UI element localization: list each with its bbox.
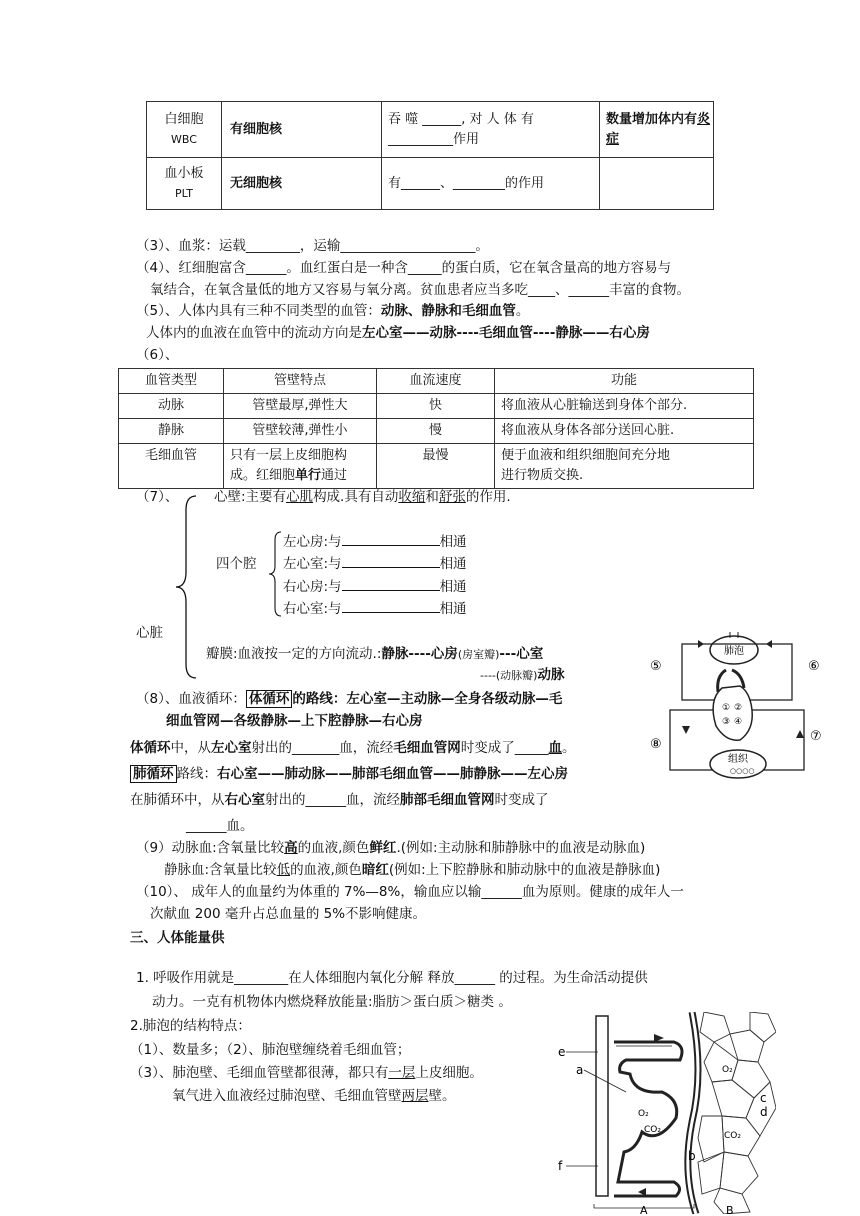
text: 成。红细胞 xyxy=(230,468,296,483)
section-6-label: （6）、 xyxy=(136,347,179,363)
text: 在肺循环中，从 xyxy=(130,792,225,808)
table-header-row xyxy=(119,369,754,394)
text: 瓣膜:血液按一定的方向流动.: xyxy=(206,646,382,662)
bold-text: 鲜红 xyxy=(369,840,397,856)
label-e: e xyxy=(558,1045,566,1059)
bold-text: 暗红 xyxy=(361,862,389,878)
respiration-line-1: 1. 呼吸作用就是________在人体细胞内氧化分解 释放______ 的过程。为生命活动提供 xyxy=(136,970,648,986)
systemic-line xyxy=(130,738,576,758)
text: 射出的_______血，流经 xyxy=(251,740,394,756)
underlined-text: 低 xyxy=(276,862,291,878)
label-A: A xyxy=(640,1204,648,1214)
blank xyxy=(342,553,440,568)
vessel-speed: 快 xyxy=(377,394,495,419)
text: 路线： xyxy=(176,766,217,782)
chamber-left-ventricle xyxy=(283,553,467,574)
header-cell: 血管类型 xyxy=(119,369,224,394)
rbc-line-2: 氧结合，在氧含量低的地方又容易与氧分离。贫血患者应当多吃____、______丰富的食物。 xyxy=(150,282,690,298)
text: 通过 xyxy=(321,468,348,483)
underlined-text: 收缩 xyxy=(398,489,426,505)
alveoli-feature-3 xyxy=(130,1063,483,1083)
lung-label: 肺泡 xyxy=(724,646,744,657)
label-co2-a: CO₂ xyxy=(644,1125,661,1135)
text: 。 xyxy=(562,740,576,756)
label-c: c xyxy=(760,1091,767,1105)
cell-abbr: WBC xyxy=(171,132,197,146)
small-text: (房室瓣) xyxy=(457,648,500,661)
underlined-text: 高 xyxy=(284,840,298,856)
heart-wall-line xyxy=(214,487,511,507)
text: 中，从 xyxy=(170,740,211,756)
header-cell: 功能 xyxy=(495,369,754,394)
section-7-label: （7）、 xyxy=(136,489,179,505)
bold-text: 肺部毛细血管网 xyxy=(400,792,495,808)
text: .(例如:主动脉和肺静脉中的血液是动脉血) xyxy=(396,840,646,856)
cell-name: 血小板 xyxy=(164,165,204,181)
valve-line-1 xyxy=(206,644,543,665)
text: （5）、人体内具有三种不同类型的血管： xyxy=(136,303,381,319)
text: 右心房:与 xyxy=(283,579,342,595)
table-row xyxy=(119,394,754,419)
vessel-wall: 管壁较薄,弹性小 xyxy=(224,419,377,444)
label-f: f xyxy=(558,1159,563,1173)
heart-brace xyxy=(172,494,202,680)
num-2: ② xyxy=(734,703,743,713)
underlined-text: 心肌 xyxy=(286,489,314,505)
bold-text: 右心室——肺动脉——肺部毛细血管——肺静脉——左心房 xyxy=(217,766,568,782)
vessel-wall: 只有一层上皮细胞构 xyxy=(230,448,348,463)
text: 构成.具有自动 xyxy=(313,489,399,505)
text: 时变成了 xyxy=(494,792,549,808)
text: (例如:上下腔静脉和肺动脉中的血液是静脉血) xyxy=(388,862,661,878)
arterial-blood-line xyxy=(136,838,645,858)
underlined-text: 舒张 xyxy=(438,489,466,505)
bold-text: 左心室——动脉----毛细血管----静脉——右心房 xyxy=(362,325,650,341)
text: 左心房:与 xyxy=(283,534,342,550)
respiration-line-2: 动力。一克有机物体内燃烧释放能量:脂肪＞蛋白质＞糖类 。 xyxy=(152,994,512,1010)
flow-direction-line xyxy=(146,323,650,343)
alveolus-diagram xyxy=(554,1012,776,1214)
num-4: ④ xyxy=(734,717,743,727)
vessel-func: 将血液从身体各部分送回心脏. xyxy=(495,419,754,444)
vessel-speed: 最慢 xyxy=(377,444,495,489)
text: 右心室:与 xyxy=(283,601,342,617)
plasma-line: （3）、血浆：运载________，运输____________________。 xyxy=(136,238,489,254)
chamber-brace xyxy=(266,530,284,618)
num-8: ⑧ xyxy=(650,737,662,752)
vessel-wall: 管壁最厚,弹性大 xyxy=(224,394,377,419)
text: 心壁:主要有 xyxy=(214,489,287,505)
vessel-table xyxy=(118,368,754,489)
cell-abbr: PLT xyxy=(175,186,193,200)
vessel-func: 便于血液和组织细胞间充分地 xyxy=(501,448,671,463)
text: 左心室:与 xyxy=(283,556,342,572)
text: （9）动脉血:含氧量比较 xyxy=(136,840,285,856)
text: 的血液,颜色 xyxy=(290,862,362,878)
table-row xyxy=(119,419,754,444)
label-b: b xyxy=(688,1149,696,1163)
four-chambers-label: 四个腔 xyxy=(216,556,257,572)
cell-note: 数量增加体内有 xyxy=(606,111,698,127)
oxygen-entry-line xyxy=(172,1086,456,1106)
text: 相通 xyxy=(439,534,467,550)
text: 氧气进入血液经过肺泡壁、毛细血管壁 xyxy=(172,1088,402,1104)
blank xyxy=(342,576,440,591)
vessel-type: 静脉 xyxy=(119,419,224,444)
cell-note-underlined: 炎症 xyxy=(606,111,711,147)
section-3-title: 三、人体能量供 xyxy=(130,930,225,946)
circulation-line-1 xyxy=(136,689,562,709)
num-1: ① xyxy=(722,703,731,713)
bold-text: 的路线：左心室—主动脉—全身各级动脉—毛 xyxy=(292,691,563,707)
underlined-text: 一层 xyxy=(388,1065,416,1081)
cell-structure: 无细胞核 xyxy=(222,158,382,210)
blood-volume-line-1: （10）、 成年人的血量约为体重的 7%—8%，输血应以输______血为原则。健康的成年人一 xyxy=(136,884,684,900)
underlined-text: 血 xyxy=(548,740,562,756)
tissue-label: 组织 xyxy=(728,754,748,765)
vessel-type: 动脉 xyxy=(119,394,224,419)
text: 相通 xyxy=(439,579,467,595)
text: 的作用. xyxy=(465,489,511,505)
alveoli-heading: 2.肺泡的结构特点： xyxy=(130,1018,251,1034)
vessel-wall-2 xyxy=(230,466,370,486)
alveoli-feature-1: （1）、数量多；（2）、肺泡壁缠绕着毛细血管； xyxy=(130,1042,411,1058)
pulmonary-line-2 xyxy=(130,790,549,810)
bold-text: ---心室 xyxy=(499,646,544,662)
label-o2-b: O₂ xyxy=(722,1065,733,1075)
header-cell: 血流速度 xyxy=(377,369,495,394)
vessel-types-line xyxy=(136,301,529,321)
text: 相通 xyxy=(439,556,467,572)
text: 上皮细胞。 xyxy=(415,1065,483,1081)
bold-text: 右心室 xyxy=(224,792,265,808)
text: 的血液,颜色 xyxy=(297,840,370,856)
cell-func-a: 吞 噬 ______, 对 人 体 有 xyxy=(388,111,534,127)
chamber-right-atrium xyxy=(283,576,467,597)
label-a: a xyxy=(576,1063,584,1077)
circulation-line-2: 细血管网—各级静脉—上下腔静脉—右心房 xyxy=(166,713,423,729)
small-text: ----(动脉瓣) xyxy=(480,669,538,682)
chamber-right-ventricle xyxy=(283,598,467,619)
table-row xyxy=(147,102,714,158)
boxed-text: 肺循环 xyxy=(130,765,177,783)
bold-text: 单行 xyxy=(295,468,322,483)
label-B: B xyxy=(726,1204,734,1214)
label-d: d xyxy=(760,1105,768,1119)
num-6: ⑥ xyxy=(808,659,820,674)
vessel-func-2: 进行物质交换. xyxy=(501,468,584,483)
venous-blood-line xyxy=(164,860,660,880)
heart-label: 心脏 xyxy=(136,625,163,641)
cell-name: 白细胞 xyxy=(164,111,204,127)
text: 人体内的血液在血管中的流动方向是 xyxy=(146,325,362,341)
num-3: ③ xyxy=(722,717,731,727)
boxed-text: 体循环 xyxy=(246,690,293,708)
text: 相通 xyxy=(439,601,467,617)
text: （3）、肺泡壁、毛细血管壁都很薄，都只有 xyxy=(130,1065,389,1081)
vessel-speed: 慢 xyxy=(377,419,495,444)
text: 时变成了_____ xyxy=(460,740,549,756)
rbc-line-1: （4）、红细胞富含______。血红蛋白是一种含_____的蛋白质，它在氧含量高的地方容易与 xyxy=(136,260,672,276)
blank xyxy=(342,531,440,546)
cell-structure: 有细胞核 xyxy=(222,102,382,158)
bold-text: 毛细血管网 xyxy=(393,740,461,756)
bold-text: 动脉、静脉和毛细血管 xyxy=(380,303,516,319)
vessel-func: 将血液从心脏输送到身体个部分. xyxy=(495,394,754,419)
text: 静脉血:含氧量比较 xyxy=(164,862,277,878)
bold-text: 左心室 xyxy=(211,740,252,756)
label-o2-a: O₂ xyxy=(638,1109,649,1119)
cell-func-b: __________作用 xyxy=(388,131,480,147)
valve-line-2 xyxy=(480,665,564,686)
text: 。 xyxy=(515,303,530,319)
chamber-left-atrium xyxy=(283,531,467,552)
text: 射出的______血，流经 xyxy=(265,792,400,808)
blood-cell-table xyxy=(146,101,714,210)
header-cell: 管壁特点 xyxy=(224,369,377,394)
blood-volume-line-2: 次献血 200 毫升占总血量的 5%不影响健康。 xyxy=(150,906,427,922)
underlined-text: 两层 xyxy=(401,1088,429,1104)
num-7: ⑦ xyxy=(810,729,822,744)
pulmonary-line-3: ______血。 xyxy=(186,818,254,834)
text: 和 xyxy=(425,489,439,505)
cell-func-a: 有______、________的作用 xyxy=(382,158,600,210)
table-row xyxy=(147,158,714,210)
vessel-type: 毛细血管 xyxy=(119,444,224,489)
circulation-diagram xyxy=(646,630,828,788)
bold-text: 静脉----心房 xyxy=(381,646,458,662)
pulmonary-route-line xyxy=(130,764,568,784)
num-5: ⑤ xyxy=(650,659,662,674)
text: （8）、血液循环： xyxy=(136,691,246,707)
label-co2-b: CO₂ xyxy=(724,1131,741,1141)
cell-note xyxy=(600,158,714,210)
text: 壁。 xyxy=(428,1088,456,1104)
bold-text: 体循环 xyxy=(130,740,171,756)
tissue-cells-icon: ○○○○ xyxy=(730,767,755,775)
table-row xyxy=(119,444,754,489)
bold-text: 动脉 xyxy=(537,667,565,683)
blank xyxy=(342,598,440,613)
